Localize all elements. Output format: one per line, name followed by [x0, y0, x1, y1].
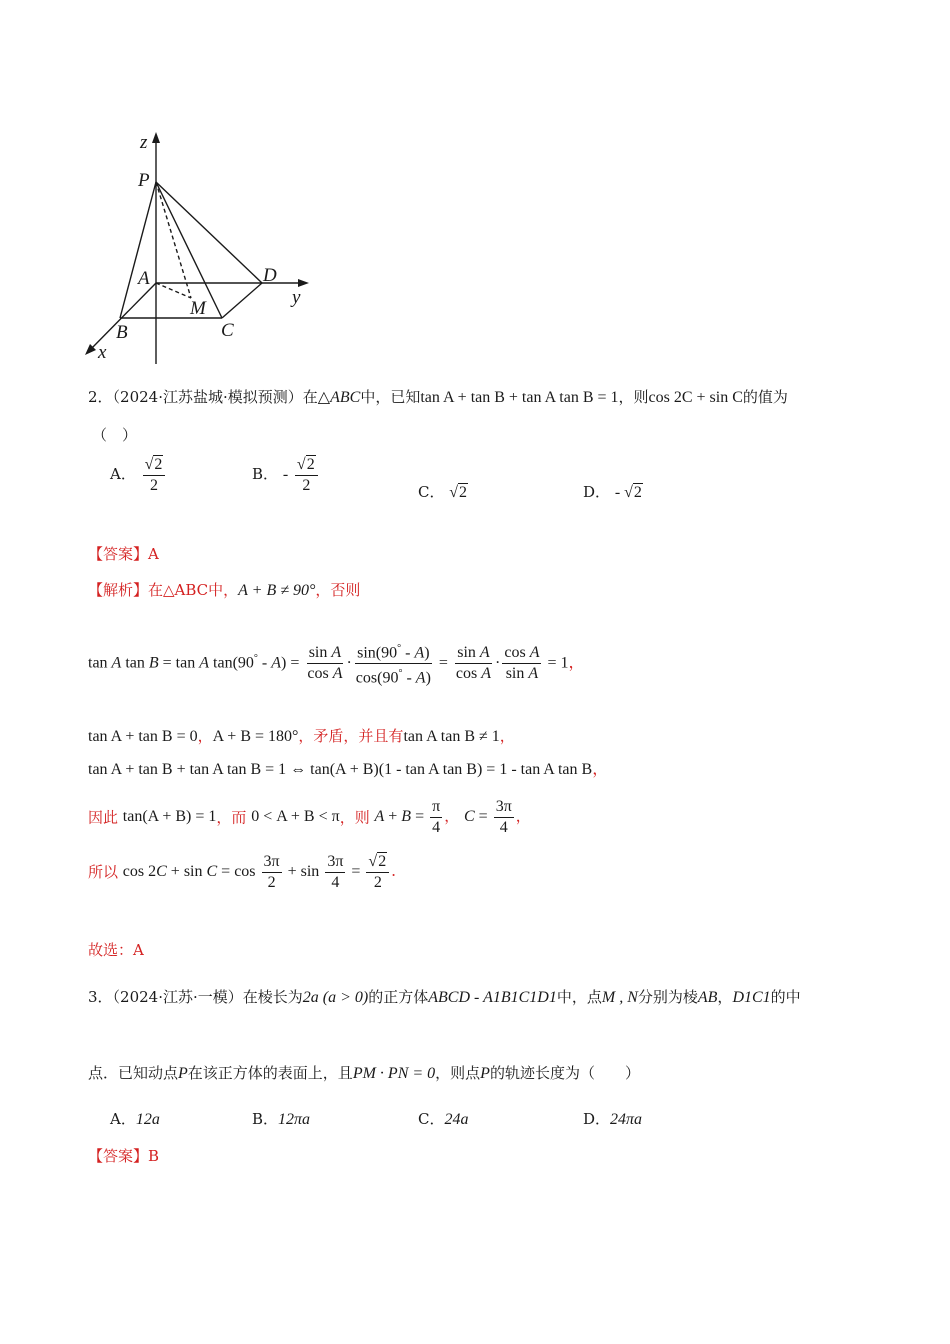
q3-option-a[interactable]: A．12a: [110, 1110, 160, 1128]
q2-analysis-line2: tan A tan B = tan A tan(90° - A) = $\frac{\text{sin A}}{\text{cos A}}$ · $\frac{\sin(90^\circ - A)}{\cos(90^\circ - A)}$ = $\frac{\text{sin A}}{\text{cos A}}$ · $\frac{\text{cos A}}{\text{sin A}}$ = 1，: [88, 640, 585, 688]
q2-answer: 【答案】A: [88, 545, 159, 563]
q2-analysis-line5: 因此 tan(A + B) = 1，而 0 < A + B < π，则 A + B = $\frac{\pi}{4}$ ， C = $\frac{3\pi}{4}$ ，: [88, 798, 531, 836]
q2-analysis-line4: tan A + tan B + tan A tan B = 1 ⇔ tan(A + B)(1 - tan A tan B) = 1 - tan A tan B，: [88, 761, 609, 778]
final-expression: cos 2C + sin C = cos $\frac{3\pi}{2}$ + sin $\frac{3\pi}{4}$ = $\frac{√2}{2}$: [123, 863, 391, 880]
option-b-value: $\frac{√2}{2}$: [295, 455, 318, 495]
label-b: B: [116, 322, 128, 343]
q2-paren: （ ）: [92, 426, 138, 444]
q2-option-a[interactable]: A． $\frac{√2}{2}$: [110, 455, 167, 495]
label-a: A: [138, 268, 150, 289]
label-y: y: [292, 287, 301, 308]
q3-option-d[interactable]: D．24πa: [583, 1110, 643, 1128]
q2-option-b[interactable]: B． - $\frac{√2}{2}$: [252, 455, 320, 495]
q3-answer: 【答案】B: [88, 1147, 160, 1165]
option-d-value: - √2: [614, 484, 642, 501]
q3-option-c[interactable]: C．24a: [418, 1110, 469, 1128]
q3-option-b[interactable]: B．12πa: [252, 1110, 311, 1128]
label-x: x: [98, 342, 107, 363]
q2-option-c[interactable]: C． √2: [418, 483, 468, 501]
c-value: C = $\frac{3\pi}{4}$: [463, 798, 512, 836]
label-d: D: [263, 265, 277, 286]
q2-stem: 2．（2024·江苏盐城·模拟预测）在△ABC中，已知tan A + tan B + tan A tan B = 1，则cos 2C + sin C的值为: [88, 388, 788, 406]
q3-stem-line1: 3．（2024·江苏·一模）在棱长为2a (a > 0)的正方体ABCD - A1B1C1D1中，点M , N分别为棱AB，D1C1的中: [88, 988, 801, 1006]
q2-option-d[interactable]: D． - √2: [583, 483, 642, 501]
label-z: z: [140, 132, 148, 153]
label-p: P: [138, 170, 150, 191]
label-m: M: [190, 298, 206, 319]
pyramid-figure: [80, 128, 320, 364]
option-c-value: √2: [449, 484, 468, 501]
q3-stem-line2: 点．已知动点P在该正方体的表面上，且PM · PN = 0，则点P的轨迹长度为（ ）: [88, 1064, 640, 1082]
a-plus-b-value: A + B = $\frac{\pi}{4}$: [374, 798, 441, 836]
q2-analysis-line3: tan A + tan B = 0，A + B = 180°，矛盾，并且有tan A tan B ≠ 1，: [88, 727, 515, 745]
q2-analysis-line6: 所以 cos 2C + sin C = cos $\frac{3\pi}{2}$ + sin $\frac{3\pi}{4}$ = $\frac{√2}{2}$ ．: [88, 852, 407, 891]
option-a-value: $\frac{√2}{2}$: [143, 455, 166, 495]
label-c: C: [221, 320, 234, 341]
q2-analysis-line1: 【解析】在△ABC中，A + B ≠ 90°，否则: [88, 581, 361, 599]
q2-conclusion: 故选：A: [88, 941, 144, 959]
